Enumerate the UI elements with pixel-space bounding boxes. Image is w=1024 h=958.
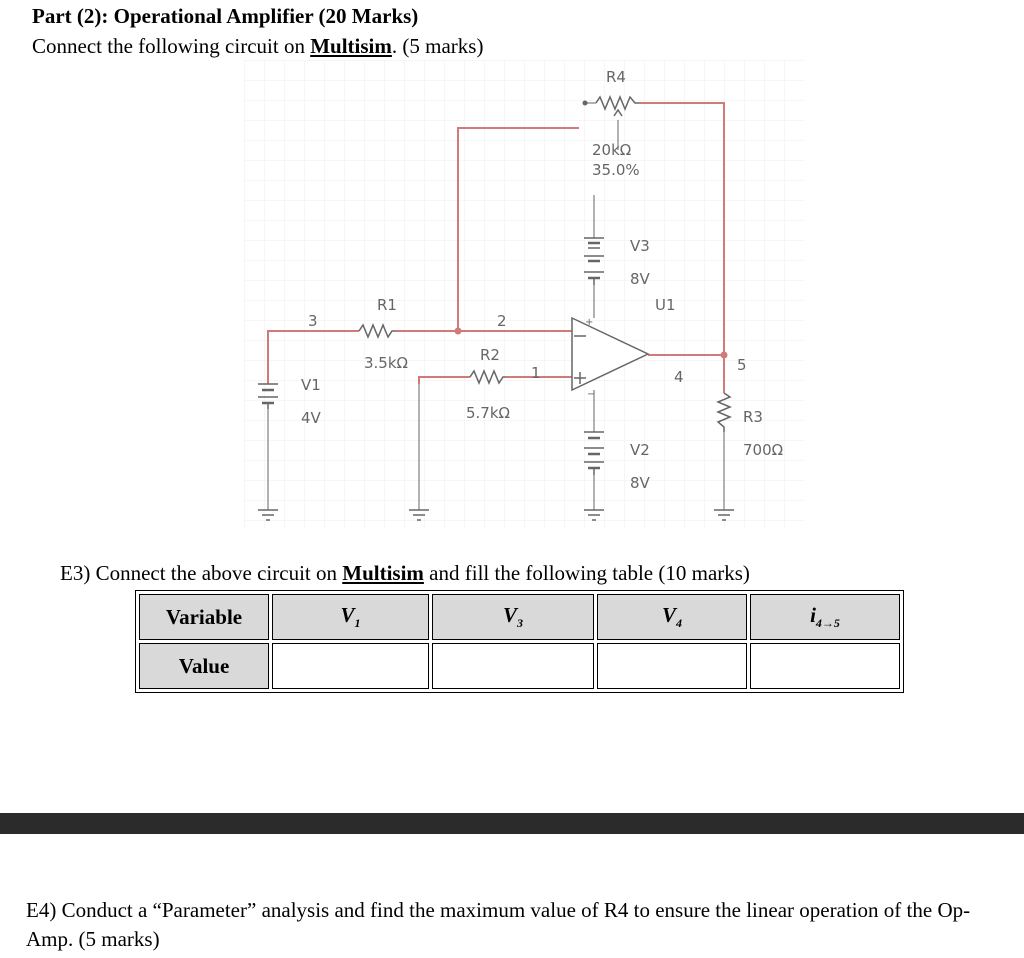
- var-v1-main: V: [340, 602, 355, 627]
- r4-setting: 35.0%: [592, 161, 640, 179]
- node-1-label: 1: [531, 364, 541, 382]
- e3-multisim-text: Multisim: [342, 561, 424, 585]
- part-title: Part (2): Operational Amplifier (20 Marks): [32, 4, 419, 28]
- value-v4-cell[interactable]: [597, 643, 747, 689]
- r1-name: R1: [377, 296, 397, 314]
- variable-label-cell: Variable: [139, 594, 269, 640]
- v2-value: 8V: [630, 474, 650, 492]
- var-v3-cell: [432, 594, 594, 640]
- var-i45-cell: [750, 594, 900, 640]
- grid-background: [244, 60, 804, 528]
- section-divider-bar: [0, 813, 1024, 834]
- value-v1-cell[interactable]: [272, 643, 429, 689]
- intro-instruction: [32, 34, 483, 59]
- v1-name: V1: [301, 376, 321, 394]
- var-v4-cell: [597, 594, 747, 640]
- junction-node-2: [455, 328, 462, 335]
- var-v1-cell: [272, 594, 429, 640]
- var-v3-main: V: [502, 602, 517, 627]
- v3-value: 8V: [630, 270, 650, 288]
- var-v1-sub: 1: [354, 616, 361, 631]
- r2-value: 5.7kΩ: [466, 404, 511, 422]
- results-table: [135, 590, 904, 693]
- intro-text: Connect the following circuit on: [32, 34, 311, 58]
- var-i45-sub: 4→5: [815, 616, 840, 631]
- v3-name: V3: [630, 237, 650, 255]
- e3-text: E3) Connect the above circuit on: [60, 561, 343, 585]
- v2-name: V2: [630, 441, 650, 459]
- value-label-cell: Value: [139, 643, 269, 689]
- node-2-label: 2: [497, 312, 507, 330]
- node-4-label: 4: [674, 368, 684, 386]
- r2-name: R2: [480, 346, 500, 364]
- r4-name: R4: [606, 68, 626, 86]
- e4-instruction: E4) Conduct a “Parameter” analysis and find the maximum value of R4 to ensure the linear operation of the Op-Amp. (5 marks): [26, 898, 971, 951]
- value-v3-cell[interactable]: [432, 643, 594, 689]
- u1-name: U1: [655, 296, 676, 314]
- node-3-label: 3: [308, 312, 318, 330]
- r3-value: 700Ω: [743, 441, 784, 459]
- node-5-label: 5: [737, 356, 747, 374]
- r3-name: R3: [743, 408, 763, 426]
- pin-minus-label: −: [587, 389, 596, 400]
- intro-marks: . (5 marks): [391, 34, 484, 58]
- v1-value: 4V: [301, 409, 321, 427]
- table-row-values: [139, 643, 900, 689]
- e3-rest: and fill the following table (10 marks): [423, 561, 750, 585]
- var-i45-main: i: [810, 602, 816, 627]
- r4-left-terminal: [583, 101, 588, 106]
- r4-value: 20kΩ: [592, 141, 632, 159]
- var-v3-sub: 3: [517, 616, 523, 631]
- table-row-variables: [139, 594, 900, 640]
- multisim-link-text: Multisim: [310, 34, 392, 58]
- junction-node-5: [721, 352, 728, 359]
- pin-plus-label: +: [585, 317, 594, 328]
- var-v4-sub: 4: [676, 616, 682, 631]
- r1-value: 3.5kΩ: [364, 354, 409, 372]
- circuit-diagram: [244, 60, 804, 528]
- value-i45-cell[interactable]: [750, 643, 900, 689]
- var-v4-main: V: [661, 602, 676, 627]
- e3-instruction: [60, 561, 750, 586]
